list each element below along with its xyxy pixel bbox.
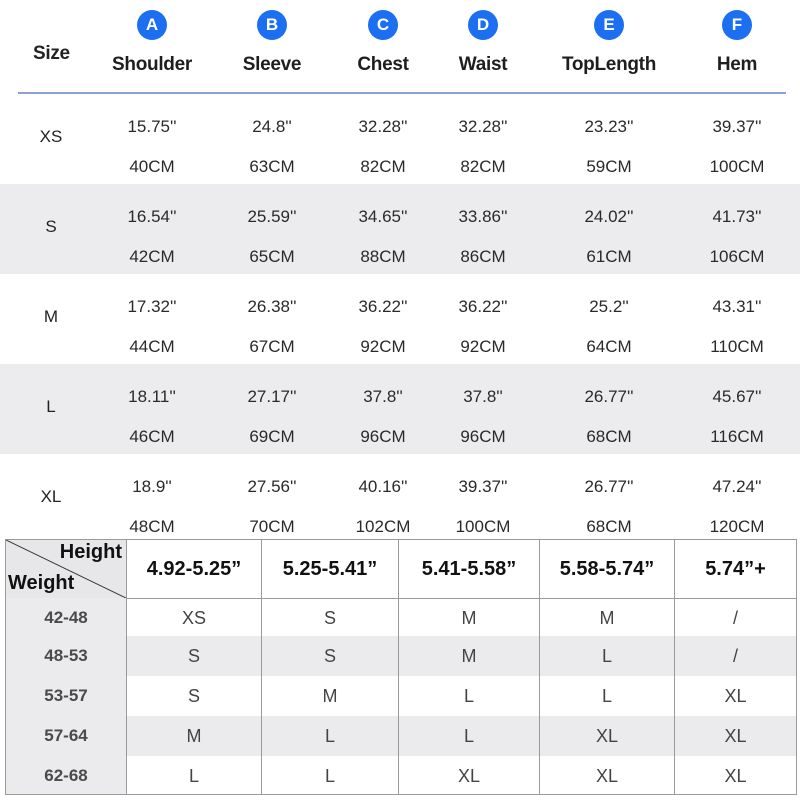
size-column-label: Size bbox=[33, 43, 70, 64]
fit-size: XS bbox=[126, 598, 261, 636]
fit-size: XL bbox=[674, 756, 796, 794]
fit-size: L bbox=[261, 716, 398, 756]
size-row-l bbox=[0, 364, 800, 454]
fit-row-62-68 bbox=[6, 756, 796, 794]
fit-size: L bbox=[398, 716, 539, 756]
size-row-xs bbox=[0, 94, 800, 184]
hem-cm: 120CM bbox=[709, 517, 765, 536]
row-size-label: L bbox=[46, 397, 56, 416]
fit-table-header bbox=[6, 540, 796, 599]
chest-cm: 92CM bbox=[360, 337, 406, 356]
fit-size: L bbox=[398, 676, 539, 716]
shoulder-cm: 48CM bbox=[129, 517, 175, 536]
row-size-label: S bbox=[45, 217, 57, 236]
waist-inch: 37.8'' bbox=[463, 387, 503, 406]
sleeve-inch: 24.8'' bbox=[252, 117, 292, 136]
hem-cm: 106CM bbox=[709, 247, 765, 266]
fit-size: S bbox=[126, 636, 261, 676]
toplength-cm: 59CM bbox=[586, 157, 632, 176]
shoulder-inch: 15.75'' bbox=[127, 117, 177, 136]
badge-d: D bbox=[468, 10, 498, 40]
height-range-1: 4.92-5.25” bbox=[126, 540, 261, 598]
fit-size: M bbox=[126, 716, 261, 756]
chest-inch: 37.8'' bbox=[363, 387, 403, 406]
fit-row-42-48 bbox=[6, 598, 796, 636]
hem-inch: 47.24'' bbox=[712, 477, 762, 496]
waist-cm: 86CM bbox=[460, 247, 506, 266]
chest-cm: 96CM bbox=[360, 427, 406, 446]
waist-inch: 36.22'' bbox=[458, 297, 508, 316]
fit-size: S bbox=[261, 598, 398, 636]
chest-cm: 88CM bbox=[360, 247, 406, 266]
waist-cm: 96CM bbox=[460, 427, 506, 446]
column-waist bbox=[413, 0, 553, 76]
fit-size: S bbox=[261, 636, 398, 676]
shoulder-inch: 18.9'' bbox=[132, 477, 172, 496]
waist-cm: 100CM bbox=[455, 517, 511, 536]
weight-range: 53-57 bbox=[6, 676, 126, 716]
size-row-xl bbox=[0, 454, 800, 544]
badge-e: E bbox=[594, 10, 624, 40]
chest-inch: 40.16'' bbox=[358, 477, 408, 496]
sleeve-inch: 27.17'' bbox=[247, 387, 297, 406]
weight-range: 42-48 bbox=[6, 598, 126, 636]
toplength-cm: 64CM bbox=[586, 337, 632, 356]
size-chart-header bbox=[0, 0, 800, 92]
fit-size: / bbox=[674, 598, 796, 636]
hem-inch: 41.73'' bbox=[712, 207, 762, 226]
fit-size: L bbox=[261, 756, 398, 794]
hem-inch: 39.37'' bbox=[712, 117, 762, 136]
hem-cm: 110CM bbox=[710, 337, 764, 356]
column-name: Shoulder bbox=[112, 54, 192, 75]
hem-cm: 116CM bbox=[710, 427, 764, 446]
height-range-5: 5.74”+ bbox=[674, 540, 796, 598]
fit-size: L bbox=[539, 636, 674, 676]
chest-cm: 102CM bbox=[355, 517, 411, 536]
height-range-4: 5.58-5.74” bbox=[539, 540, 674, 598]
height-range-2: 5.25-5.41” bbox=[261, 540, 398, 598]
shoulder-inch: 16.54'' bbox=[127, 207, 177, 226]
chest-inch: 36.22'' bbox=[358, 297, 408, 316]
corner-weight-label: Weight bbox=[8, 572, 75, 594]
fit-row-48-53 bbox=[6, 636, 796, 676]
chest-inch: 32.28'' bbox=[358, 117, 408, 136]
hem-inch: 45.67'' bbox=[712, 387, 762, 406]
column-name: Waist bbox=[458, 54, 508, 75]
toplength-inch: 23.23'' bbox=[584, 117, 634, 136]
fit-size: L bbox=[126, 756, 261, 794]
fit-size: L bbox=[539, 676, 674, 716]
waist-inch: 39.37'' bbox=[458, 477, 508, 496]
waist-cm: 82CM bbox=[460, 157, 506, 176]
hem-cm: 100CM bbox=[709, 157, 765, 176]
fit-size: M bbox=[398, 636, 539, 676]
fit-size: XL bbox=[674, 676, 796, 716]
toplength-cm: 61CM bbox=[586, 247, 632, 266]
row-size-label: XL bbox=[40, 487, 62, 506]
sleeve-cm: 69CM bbox=[249, 427, 295, 446]
fit-row-57-64 bbox=[6, 716, 796, 756]
sleeve-cm: 70CM bbox=[249, 517, 295, 536]
hem-inch: 43.31'' bbox=[712, 297, 762, 316]
column-name: Chest bbox=[357, 54, 409, 75]
shoulder-cm: 42CM bbox=[129, 247, 175, 266]
badge-f: F bbox=[722, 10, 752, 40]
waist-cm: 92CM bbox=[460, 337, 506, 356]
weight-range: 57-64 bbox=[44, 726, 88, 745]
toplength-inch: 26.77'' bbox=[584, 387, 634, 406]
sleeve-cm: 67CM bbox=[249, 337, 295, 356]
corner-cell bbox=[6, 540, 126, 598]
column-toplength bbox=[539, 0, 679, 76]
chest-cm: 82CM bbox=[360, 157, 406, 176]
sleeve-inch: 25.59'' bbox=[247, 207, 297, 226]
shoulder-cm: 40CM bbox=[129, 157, 175, 176]
fit-size: S bbox=[126, 676, 261, 716]
sleeve-cm: 65CM bbox=[249, 247, 295, 266]
sleeve-inch: 26.38'' bbox=[247, 297, 297, 316]
toplength-inch: 25.2'' bbox=[589, 297, 629, 316]
shoulder-cm: 44CM bbox=[129, 337, 175, 356]
toplength-cm: 68CM bbox=[586, 517, 632, 536]
sleeve-inch: 27.56'' bbox=[247, 477, 297, 496]
chest-inch: 34.65'' bbox=[358, 207, 408, 226]
toplength-inch: 26.77'' bbox=[584, 477, 634, 496]
column-shoulder bbox=[82, 0, 222, 76]
shoulder-inch: 17.32'' bbox=[127, 297, 177, 316]
fit-table bbox=[5, 539, 797, 795]
weight-range: 62-68 bbox=[6, 756, 126, 794]
sleeve-cm: 63CM bbox=[249, 157, 295, 176]
fit-row-53-57 bbox=[6, 676, 796, 716]
height-range-3: 5.41-5.58” bbox=[398, 540, 539, 598]
shoulder-inch: 18.11'' bbox=[128, 387, 176, 406]
column-name: Sleeve bbox=[242, 54, 302, 75]
fit-size: XL bbox=[674, 716, 796, 756]
fit-size: / bbox=[674, 636, 796, 676]
toplength-cm: 68CM bbox=[586, 427, 632, 446]
column-name: TopLength bbox=[561, 54, 657, 75]
badge-b: B bbox=[257, 10, 287, 40]
corner-height-label: Height bbox=[59, 541, 122, 563]
waist-inch: 33.86'' bbox=[458, 207, 508, 226]
badge-a: A bbox=[137, 10, 167, 40]
size-row-s bbox=[0, 184, 800, 274]
column-hem bbox=[667, 0, 800, 76]
badge-c: C bbox=[368, 10, 398, 40]
fit-size: M bbox=[539, 598, 674, 636]
column-name: Hem bbox=[716, 54, 758, 75]
fit-size: XL bbox=[539, 716, 674, 756]
shoulder-cm: 46CM bbox=[129, 427, 175, 446]
waist-inch: 32.28'' bbox=[458, 117, 508, 136]
toplength-inch: 24.02'' bbox=[584, 207, 634, 226]
fit-size: M bbox=[261, 676, 398, 716]
weight-range: 48-53 bbox=[44, 646, 88, 665]
fit-size: XL bbox=[398, 756, 539, 794]
fit-size: XL bbox=[539, 756, 674, 794]
fit-size: M bbox=[398, 598, 539, 636]
row-size-label: XS bbox=[39, 127, 63, 146]
size-row-m bbox=[0, 274, 800, 364]
row-size-label: M bbox=[43, 307, 59, 326]
